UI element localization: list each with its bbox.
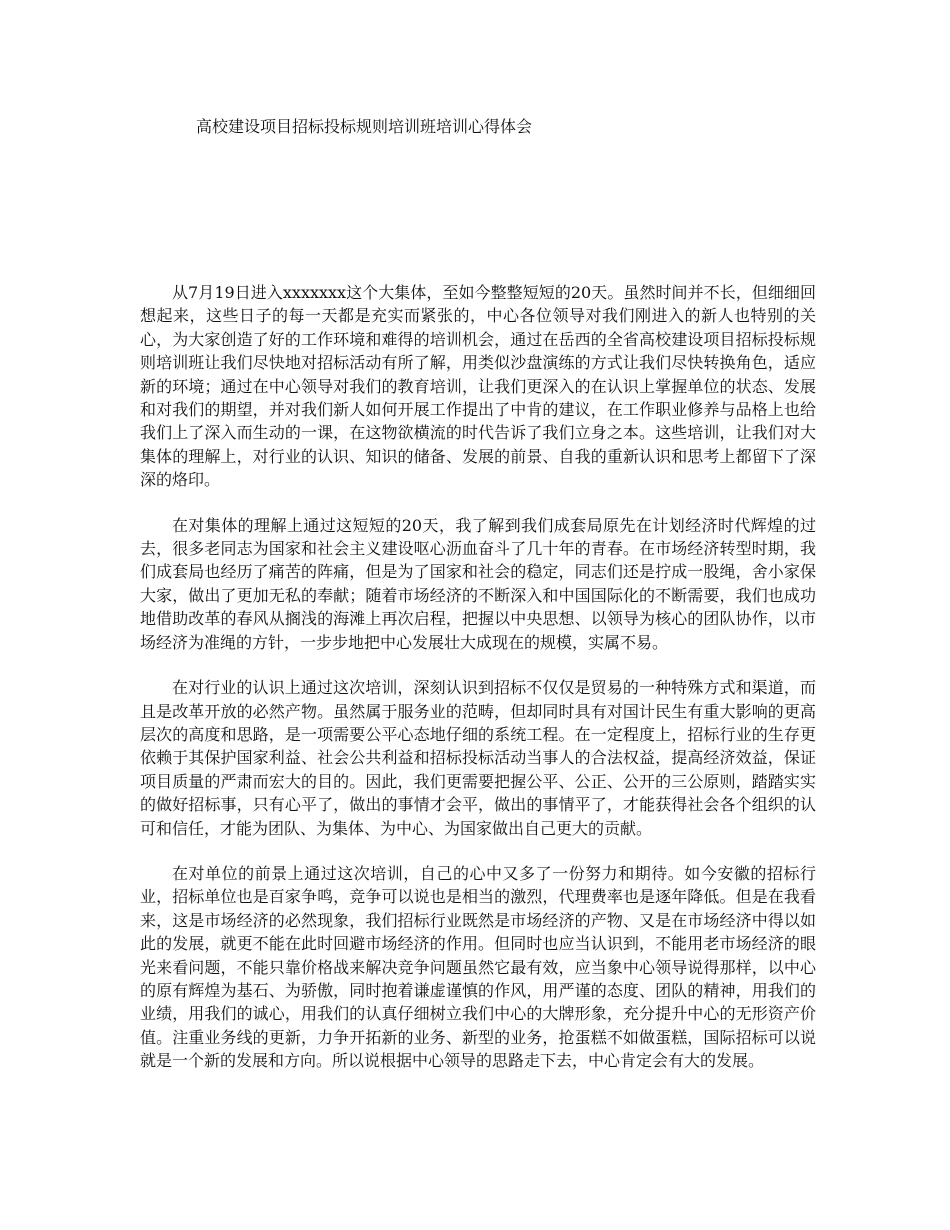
document-title: 高校建设项目招标投标规则培训班培训心得体会 [196, 117, 533, 136]
paragraph-2: 在对集体的理解上通过这短短的20天，我了解到我们成套局原先在计划经济时代辉煌的过去，很多老同志为国家和社会主义建设呕心沥血奋斗了几十年的青春。在市场经济转型时期，我们成套局也经历了痛苦的阵痛，但是为了国家和社会的稳定，同志们还是拧成一股绳，舍小家保大家，做出了更加无私的奉献；随着市场经济的不断深入和中国国际化的不断需要，我们也成功地借助改革的春风从搁浅的海滩上再次启程，把握以中央思想、以领导为核心的团队协作，以市场经济为准绳的方针，一步步地把中心发展壮大成现在的规模，实属不易。 [140, 515, 816, 652]
document-body [140, 281, 816, 1095]
paragraph-1: 从7月19日进入xxxxxxx这个大集体，至如今整整短短的20天。虽然时间并不长，但细细回想起来，这些日子的每一天都是充实而紧张的，中心各位领导对我们刚进入的新人也特别的关心，为大家创造了好的工作环境和难得的培训机会，通过在岳西的全省高校建设项目招标投标规则培训班让我们尽快地对招标活动有所了解，用类似沙盘演练的方式让我们尽快转换角色，适应新的环境；通过在中心领导对我们的教育培训，让我们更深入的在认识上掌握单位的状态、发展和对我们的期望，并对我们新人如何开展工作提出了中肯的建议，在工作职业修养与品格上也给我们上了深入而生动的一课，在这物欲横流的时代告诉了我们立身之本。这些培训，让我们对大集体的理解上，对行业的认识、知识的储备、发展的前景、自我的重新认识和思考上都留下了深深的烙印。 [140, 283, 816, 490]
paragraph-4: 在对单位的前景上通过这次培训，自己的心中又多了一份努力和期待。如今安徽的招标行业，招标单位也是百家争鸣，竞争可以说也是相当的激烈，代理费率也是逐年降低。但是在我看来，这是市场经济的必然现象，我们招标行业既然是市场经济的产物、又是在市场经济中得以如此的发展，就更不能在此时回避市场经济的作用。但同时也应当认识到，不能用老市场经济的眼光来看问题，不能只靠价格战来解决竞争问题虽然它最有效，应当象中心领导说得那样，以中心的原有辉煌为基石、为骄傲，同时抱着谦虚谨慎的作风，用严谨的态度、团队的精神，用我们的业绩，用我们的诚心，用我们的认真仔细树立我们中心的大牌形象，充分提升中心的无形资产价值。注重业务线的更新，力争开拓新的业务、新型的业务，抢蛋糕不如做蛋糕，国际招标可以说就是一个新的发展和方向。所以说根据中心领导的思路走下去，中心肯定会有大的发展。 [140, 863, 816, 1071]
paragraph-3: 在对行业的认识上通过这次培训，深刻认识到招标不仅仅是贸易的一种特殊方式和渠道，而且是改革开放的必然产物。虽然属于服务业的范畴，但却同时具有对国计民生有重大影响的更高层次的高度和思路，是一项需要公平心态地仔细的系统工程。在一定程度上，招标行业的生存更依赖于其保护国家利益、社会公共利益和招标投标活动当事人的合法权益，提高经济效益，保证项目质量的严肃而宏大的目的。因此，我们更需要把握公平、公正、公开的三公原则，踏踏实实的做好招标事，只有心平了，做出的事情才会平，做出的事情平了，才能获得社会各个组织的认可和信任，才能为团队、为集体、为中心、为国家做出自己更大的贡献。 [140, 678, 816, 838]
